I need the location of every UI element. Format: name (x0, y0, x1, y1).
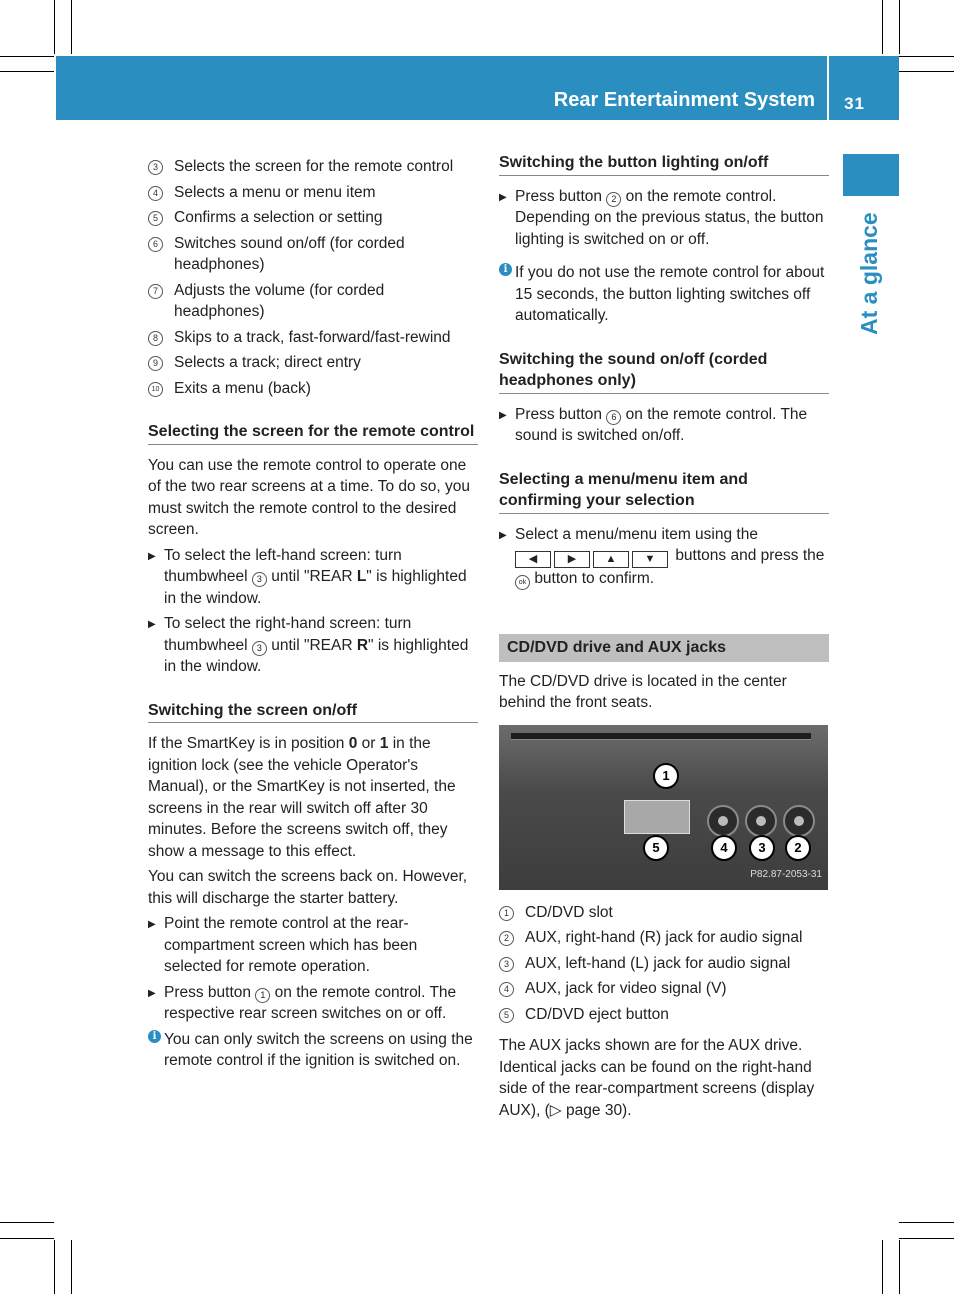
photo-reference: P82.87-2053-31 (750, 869, 822, 880)
list-item-text: Skips to a track, fast-forward/fast-rewind (174, 328, 451, 346)
instruction-step: ▶ To select the left-hand screen: turn thumbwheel 3 until "REAR L" is highlighted in the window. (148, 545, 478, 610)
list-item-text: CD/DVD eject button (525, 1005, 669, 1023)
number-marker: 9 (148, 356, 163, 371)
instruction-step: ▶ To select the right-hand screen: turn thumbwheel 3 until "REAR R" is highlighted in the window. (148, 613, 478, 678)
number-marker: 2 (499, 931, 514, 946)
info-note: i You can only switch the screens on using the remote control if the ignition is switched on. (148, 1029, 478, 1072)
list-item (148, 156, 478, 178)
paragraph: You can switch the screens back on. However, this will discharge the starter battery. (148, 868, 468, 907)
left-column (148, 156, 478, 1076)
number-marker: 4 (499, 982, 514, 997)
list-item-text: Confirms a selection or setting (174, 209, 383, 226)
list-item (499, 927, 829, 949)
list-item (499, 978, 829, 1000)
list-item (148, 233, 478, 276)
instruction-step: ▶ Press button 6 on the remote control. The sound is switched on/off. (499, 404, 829, 447)
number-marker: 5 (499, 1008, 514, 1023)
list-item-text: Selects a track; direct entry (174, 354, 361, 371)
crop-mark (882, 1240, 883, 1294)
instruction-step: ▶ Select a menu/menu item using the ◀ ▶ ▲ ▼ buttons and press the ok button to confirm. (499, 524, 829, 591)
crop-mark (0, 1222, 54, 1223)
callout-marker: 4 (711, 835, 737, 861)
callout-marker: 2 (785, 835, 811, 861)
crop-mark (899, 1222, 954, 1223)
number-marker: 3 (252, 572, 267, 587)
paragraph: You can use the remote control to operate one of the two rear screens at a time. To do so, you must switch the remote control to the desired screen. (148, 456, 470, 538)
crop-mark (899, 0, 900, 54)
crop-mark (71, 1240, 72, 1294)
crop-mark (0, 56, 54, 57)
list-item-text: Switches sound on/off (for corded headphones) (174, 234, 405, 273)
section-banner: CD/DVD drive and AUX jacks (499, 634, 829, 662)
number-marker: 1 (255, 988, 270, 1003)
number-marker: 4 (148, 186, 163, 201)
list-item (499, 1004, 829, 1026)
header-divider (827, 56, 829, 120)
number-marker: 7 (148, 284, 163, 299)
crop-mark (882, 0, 883, 54)
cd-dvd-drive-photo (499, 725, 828, 890)
number-marker: 5 (148, 211, 163, 226)
info-note: i If you do not use the remote control for about 15 seconds, the button lighting switches off automatically. (499, 262, 829, 327)
page-header (56, 56, 899, 120)
list-item (148, 182, 478, 204)
crop-mark (54, 0, 55, 54)
section-heading: Switching the sound on/off (corded headphones only) (499, 349, 829, 394)
list-item (148, 378, 478, 400)
section-heading: Switching the screen on/off (148, 700, 478, 724)
number-marker: 6 (148, 237, 163, 252)
drive-legend-list (499, 902, 829, 1026)
right-column (499, 152, 829, 1125)
section-heading: Selecting the screen for the remote control (148, 421, 478, 445)
list-item-text: CD/DVD slot (525, 903, 613, 921)
instruction-step: ▶ Press button 1 on the remote control. The respective rear screen switches on or off. (148, 982, 478, 1025)
crop-mark (0, 1238, 54, 1239)
paragraph: The AUX jacks shown are for the AUX drive. Identical jacks can be found on the right-hand side of the rear-compartment screens (display AUX), (▷ page 30). (499, 1037, 815, 1119)
crop-mark (0, 71, 54, 72)
list-item (148, 352, 478, 374)
page-number: 31 (844, 94, 865, 113)
list-item-text: Adjusts the volume (for corded headphones) (174, 281, 385, 320)
side-tab (843, 154, 899, 196)
callout-marker: 5 (643, 835, 669, 861)
list-item (499, 953, 829, 975)
list-item-text: AUX, left-hand (L) jack for audio signal (525, 954, 791, 972)
list-item-text: Exits a menu (back) (174, 379, 311, 397)
list-item-text: Selects a menu or menu item (174, 183, 376, 201)
crop-mark (899, 1240, 900, 1294)
callout-marker: 3 (749, 835, 775, 861)
info-icon: i (499, 263, 512, 276)
list-item (148, 280, 478, 323)
list-item (499, 902, 829, 924)
number-marker: 2 (606, 192, 621, 207)
number-marker: 3 (148, 160, 163, 175)
crop-mark (899, 56, 954, 57)
crop-mark (899, 71, 954, 72)
callout-marker: 1 (653, 763, 679, 789)
video-jack (707, 805, 739, 837)
list-item (148, 327, 478, 349)
number-marker: 8 (148, 331, 163, 346)
left-audio-jack (745, 805, 777, 837)
number-marker: 10 (148, 382, 163, 397)
info-icon: i (148, 1030, 161, 1043)
left-arrow-key-icon: ◀ (515, 551, 551, 568)
number-marker: 6 (606, 410, 621, 425)
list-item-text: Selects the screen for the remote control (174, 158, 454, 175)
right-audio-jack (783, 805, 815, 837)
header-title: Rear Entertainment System (553, 89, 815, 111)
list-item-text: AUX, jack for video signal (V) (525, 980, 727, 997)
number-marker: 3 (252, 641, 267, 656)
number-marker: 1 (499, 906, 514, 921)
eject-button (624, 800, 690, 834)
ok-button-icon: ok (515, 575, 530, 590)
crop-mark (54, 1240, 55, 1294)
up-arrow-key-icon: ▲ (593, 551, 629, 568)
down-arrow-key-icon: ▼ (632, 551, 668, 568)
section-heading: Selecting a menu/menu item and confirming your selection (499, 469, 829, 514)
list-item-text: AUX, right-hand (R) jack for audio signal (525, 929, 803, 946)
remote-legend-list (148, 156, 478, 399)
paragraph: If the SmartKey is in position 0 or 1 in the ignition lock (see the vehicle Operator's Manual), or the SmartKey is not inserted, the screens in the rear will switch off after 30 minutes. Before the screens switch off, they show a message to this effect. (148, 735, 456, 860)
paragraph: The CD/DVD drive is located in the center behind the front seats. (499, 672, 787, 711)
list-item (148, 207, 478, 229)
instruction-step: ▶ Point the remote control at the rear-compartment screen which has been selected for remote operation. (148, 913, 478, 978)
instruction-step: ▶ Press button 2 on the remote control. Depending on the previous status, the button lighting is switched on or off. (499, 186, 829, 251)
number-marker: 3 (499, 957, 514, 972)
crop-mark (71, 0, 72, 54)
right-arrow-key-icon: ▶ (554, 551, 590, 568)
cd-slot (511, 733, 811, 740)
side-tab-label: At a glance (856, 212, 882, 335)
section-heading: Switching the button lighting on/off (499, 152, 829, 176)
crop-mark (899, 1238, 954, 1239)
